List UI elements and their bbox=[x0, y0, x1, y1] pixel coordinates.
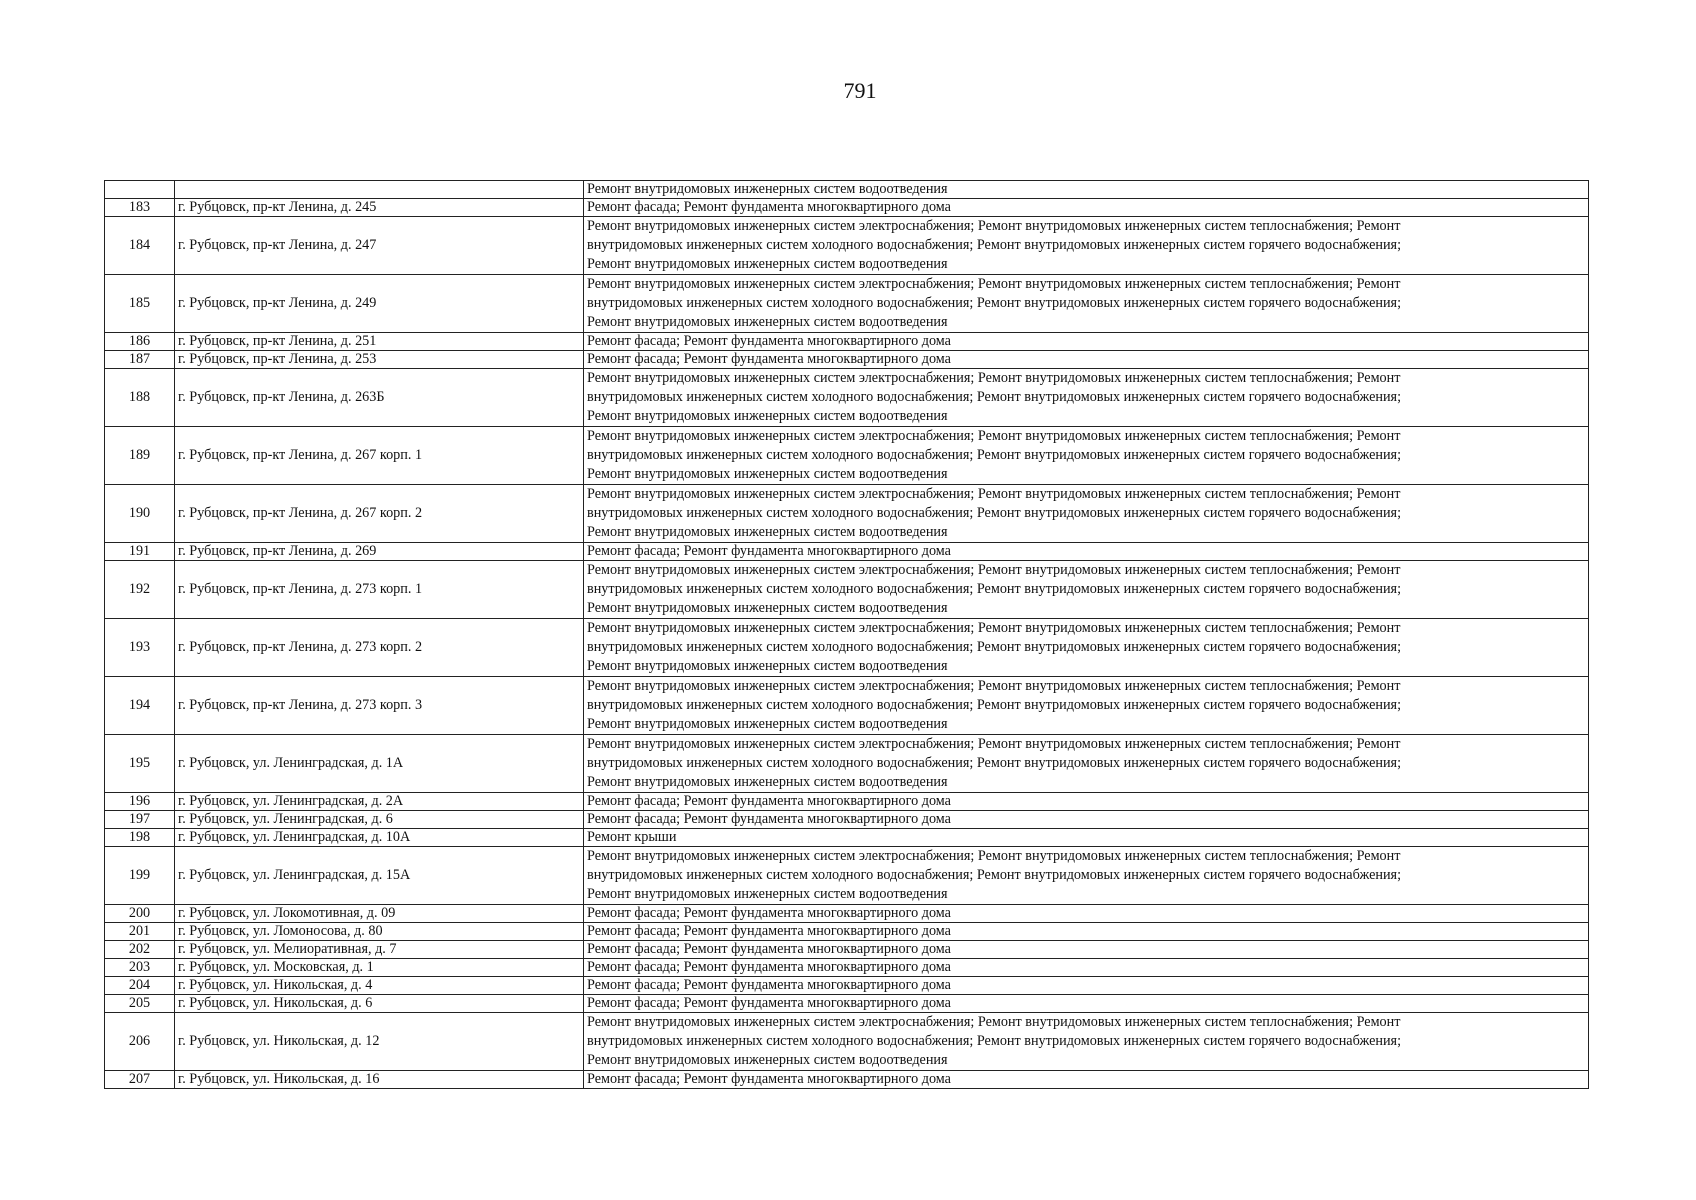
repair-registry-table bbox=[104, 180, 1589, 1089]
works-cell bbox=[584, 217, 1589, 275]
address-cell: г. Рубцовск, пр-кт Ленина, д. 267 корп. 2 bbox=[175, 485, 584, 543]
works-cell bbox=[584, 369, 1589, 427]
works-line: Ремонт внутридомовых инженерных систем электроснабжения; Ремонт внутридомовых инженерных систем теплоснабжения; Ремонт bbox=[587, 848, 1401, 864]
works-cell bbox=[584, 677, 1589, 735]
table-row bbox=[105, 735, 1589, 793]
works-line: Ремонт крыши bbox=[587, 829, 677, 845]
address-cell: г. Рубцовск, ул. Никольская, д. 6 bbox=[175, 995, 584, 1013]
works-line: Ремонт внутридомовых инженерных систем электроснабжения; Ремонт внутридомовых инженерных систем теплоснабжения; Ремонт bbox=[587, 678, 1401, 694]
address-cell: г. Рубцовск, ул. Московская, д. 1 bbox=[175, 959, 584, 977]
works-line: Ремонт внутридомовых инженерных систем водоотведения bbox=[587, 658, 948, 674]
works-line: внутридомовых инженерных систем холодного водоснабжения; Ремонт внутридомовых инженерных систем горячего водоснабжения; bbox=[587, 1033, 1402, 1049]
works-line: внутридомовых инженерных систем холодного водоснабжения; Ремонт внутридомовых инженерных систем горячего водоснабжения; bbox=[587, 697, 1402, 713]
row-number: 200 bbox=[105, 905, 175, 923]
works-cell bbox=[584, 923, 1589, 941]
works-line: Ремонт внутридомовых инженерных систем электроснабжения; Ремонт внутридомовых инженерных систем теплоснабжения; Ремонт bbox=[587, 428, 1401, 444]
table-row bbox=[105, 959, 1589, 977]
table-row bbox=[105, 977, 1589, 995]
registry-body bbox=[105, 181, 1589, 1089]
row-number: 194 bbox=[105, 677, 175, 735]
row-number: 191 bbox=[105, 543, 175, 561]
works-cell bbox=[584, 995, 1589, 1013]
table-row bbox=[105, 427, 1589, 485]
table-row bbox=[105, 485, 1589, 543]
works-line: Ремонт фасада; Ремонт фундамента многоквартирного дома bbox=[587, 793, 951, 809]
address-cell: г. Рубцовск, пр-кт Ленина, д. 269 bbox=[175, 543, 584, 561]
row-number: 202 bbox=[105, 941, 175, 959]
address-cell: г. Рубцовск, пр-кт Ленина, д. 273 корп. 3 bbox=[175, 677, 584, 735]
row-number: 186 bbox=[105, 333, 175, 351]
row-number: 187 bbox=[105, 351, 175, 369]
table-row bbox=[105, 847, 1589, 905]
works-cell bbox=[584, 351, 1589, 369]
works-line: Ремонт внутридомовых инженерных систем электроснабжения; Ремонт внутридомовых инженерных систем теплоснабжения; Ремонт bbox=[587, 370, 1401, 386]
address-cell: г. Рубцовск, пр-кт Ленина, д. 249 bbox=[175, 275, 584, 333]
row-number: 204 bbox=[105, 977, 175, 995]
address-cell: г. Рубцовск, пр-кт Ленина, д. 245 bbox=[175, 199, 584, 217]
row-number: 205 bbox=[105, 995, 175, 1013]
works-cell bbox=[584, 1071, 1589, 1089]
works-cell bbox=[584, 977, 1589, 995]
works-line: Ремонт внутридомовых инженерных систем электроснабжения; Ремонт внутридомовых инженерных систем теплоснабжения; Ремонт bbox=[587, 620, 1401, 636]
table-row bbox=[105, 333, 1589, 351]
row-number: 192 bbox=[105, 561, 175, 619]
table-row bbox=[105, 923, 1589, 941]
works-line: Ремонт фасада; Ремонт фундамента многоквартирного дома bbox=[587, 923, 951, 939]
table-row bbox=[105, 199, 1589, 217]
row-number bbox=[105, 181, 175, 199]
works-line: внутридомовых инженерных систем холодного водоснабжения; Ремонт внутридомовых инженерных систем горячего водоснабжения; bbox=[587, 639, 1402, 655]
address-cell: г. Рубцовск, ул. Мелиоративная, д. 7 bbox=[175, 941, 584, 959]
page-number: 791 bbox=[843, 78, 877, 103]
row-number: 190 bbox=[105, 485, 175, 543]
works-line: Ремонт внутридомовых инженерных систем электроснабжения; Ремонт внутридомовых инженерных систем теплоснабжения; Ремонт bbox=[587, 1014, 1401, 1030]
works-line: Ремонт фасада; Ремонт фундамента многоквартирного дома bbox=[587, 199, 951, 215]
address-cell: г. Рубцовск, ул. Ленинградская, д. 1А bbox=[175, 735, 584, 793]
works-line: Ремонт внутридомовых инженерных систем водоотведения bbox=[587, 314, 948, 330]
works-line: Ремонт фасада; Ремонт фундамента многоквартирного дома bbox=[587, 333, 951, 349]
works-line: внутридомовых инженерных систем холодного водоснабжения; Ремонт внутридомовых инженерных систем горячего водоснабжения; bbox=[587, 581, 1402, 597]
works-line: Ремонт внутридомовых инженерных систем водоотведения bbox=[587, 408, 948, 424]
table-row bbox=[105, 561, 1589, 619]
address-cell: г. Рубцовск, ул. Ломоносова, д. 80 bbox=[175, 923, 584, 941]
works-cell bbox=[584, 275, 1589, 333]
table-row bbox=[105, 181, 1589, 199]
row-number: 188 bbox=[105, 369, 175, 427]
row-number: 199 bbox=[105, 847, 175, 905]
address-cell: г. Рубцовск, пр-кт Ленина, д. 273 корп. 1 bbox=[175, 561, 584, 619]
works-line: Ремонт внутридомовых инженерных систем водоотведения bbox=[587, 256, 948, 272]
works-cell bbox=[584, 905, 1589, 923]
address-cell: г. Рубцовск, ул. Ленинградская, д. 2А bbox=[175, 793, 584, 811]
works-cell bbox=[584, 543, 1589, 561]
table-row bbox=[105, 905, 1589, 923]
table-row bbox=[105, 793, 1589, 811]
works-cell bbox=[584, 793, 1589, 811]
works-cell bbox=[584, 619, 1589, 677]
address-cell: г. Рубцовск, пр-кт Ленина, д. 253 bbox=[175, 351, 584, 369]
table-row bbox=[105, 217, 1589, 275]
address-cell: г. Рубцовск, пр-кт Ленина, д. 263Б bbox=[175, 369, 584, 427]
works-cell bbox=[584, 333, 1589, 351]
works-line: Ремонт внутридомовых инженерных систем водоотведения bbox=[587, 716, 948, 732]
works-cell bbox=[584, 847, 1589, 905]
address-cell: г. Рубцовск, ул. Ленинградская, д. 15А bbox=[175, 847, 584, 905]
works-line: внутридомовых инженерных систем холодного водоснабжения; Ремонт внутридомовых инженерных систем горячего водоснабжения; bbox=[587, 755, 1402, 771]
address-cell: г. Рубцовск, ул. Ленинградская, д. 10А bbox=[175, 829, 584, 847]
row-number: 195 bbox=[105, 735, 175, 793]
works-line: Ремонт фасада; Ремонт фундамента многоквартирного дома bbox=[587, 811, 951, 827]
address-cell: г. Рубцовск, ул. Никольская, д. 16 bbox=[175, 1071, 584, 1089]
works-line: Ремонт внутридомовых инженерных систем электроснабжения; Ремонт внутридомовых инженерных систем теплоснабжения; Ремонт bbox=[587, 486, 1401, 502]
table-row bbox=[105, 543, 1589, 561]
table-row bbox=[105, 1013, 1589, 1071]
works-line: Ремонт фасада; Ремонт фундамента многоквартирного дома bbox=[587, 905, 951, 921]
works-line: Ремонт внутридомовых инженерных систем водоотведения bbox=[587, 466, 948, 482]
row-number: 189 bbox=[105, 427, 175, 485]
works-cell bbox=[584, 811, 1589, 829]
works-line: Ремонт внутридомовых инженерных систем водоотведения bbox=[587, 600, 948, 616]
table-row bbox=[105, 369, 1589, 427]
works-line: Ремонт внутридомовых инженерных систем электроснабжения; Ремонт внутридомовых инженерных систем теплоснабжения; Ремонт bbox=[587, 562, 1401, 578]
table-row bbox=[105, 995, 1589, 1013]
works-line: Ремонт внутридомовых инженерных систем водоотведения bbox=[587, 774, 948, 790]
table-row bbox=[105, 677, 1589, 735]
table-row bbox=[105, 829, 1589, 847]
works-cell bbox=[584, 427, 1589, 485]
row-number: 184 bbox=[105, 217, 175, 275]
address-cell: г. Рубцовск, ул. Никольская, д. 12 bbox=[175, 1013, 584, 1071]
works-cell bbox=[584, 829, 1589, 847]
works-cell bbox=[584, 485, 1589, 543]
works-line: внутридомовых инженерных систем холодного водоснабжения; Ремонт внутридомовых инженерных систем горячего водоснабжения; bbox=[587, 867, 1402, 883]
works-line: Ремонт внутридомовых инженерных систем водоотведения bbox=[587, 181, 948, 197]
works-cell bbox=[584, 561, 1589, 619]
works-line: Ремонт внутридомовых инженерных систем электроснабжения; Ремонт внутридомовых инженерных систем теплоснабжения; Ремонт bbox=[587, 276, 1401, 292]
works-line: Ремонт фасада; Ремонт фундамента многоквартирного дома bbox=[587, 941, 951, 957]
table-row bbox=[105, 275, 1589, 333]
works-line: Ремонт фасада; Ремонт фундамента многоквартирного дома bbox=[587, 351, 951, 367]
works-line: Ремонт фасада; Ремонт фундамента многоквартирного дома bbox=[587, 959, 951, 975]
works-line: Ремонт внутридомовых инженерных систем водоотведения bbox=[587, 1052, 948, 1068]
row-number: 193 bbox=[105, 619, 175, 677]
works-line: внутридомовых инженерных систем холодного водоснабжения; Ремонт внутридомовых инженерных систем горячего водоснабжения; bbox=[587, 295, 1402, 311]
row-number: 201 bbox=[105, 923, 175, 941]
row-number: 206 bbox=[105, 1013, 175, 1071]
works-line: Ремонт внутридомовых инженерных систем водоотведения bbox=[587, 524, 948, 540]
works-line: Ремонт внутридомовых инженерных систем электроснабжения; Ремонт внутридомовых инженерных систем теплоснабжения; Ремонт bbox=[587, 218, 1401, 234]
address-cell: г. Рубцовск, пр-кт Ленина, д. 247 bbox=[175, 217, 584, 275]
address-cell: г. Рубцовск, ул. Локомотивная, д. 09 bbox=[175, 905, 584, 923]
row-number: 197 bbox=[105, 811, 175, 829]
row-number: 198 bbox=[105, 829, 175, 847]
address-cell: г. Рубцовск, ул. Никольская, д. 4 bbox=[175, 977, 584, 995]
works-line: внутридомовых инженерных систем холодного водоснабжения; Ремонт внутридомовых инженерных систем горячего водоснабжения; bbox=[587, 505, 1402, 521]
works-line: Ремонт фасада; Ремонт фундамента многоквартирного дома bbox=[587, 543, 951, 559]
works-cell bbox=[584, 199, 1589, 217]
table-row bbox=[105, 619, 1589, 677]
works-line: внутридомовых инженерных систем холодного водоснабжения; Ремонт внутридомовых инженерных систем горячего водоснабжения; bbox=[587, 237, 1402, 253]
row-number: 203 bbox=[105, 959, 175, 977]
works-cell bbox=[584, 735, 1589, 793]
row-number: 183 bbox=[105, 199, 175, 217]
address-cell: г. Рубцовск, пр-кт Ленина, д. 273 корп. 2 bbox=[175, 619, 584, 677]
table-row bbox=[105, 1071, 1589, 1089]
works-line: Ремонт внутридомовых инженерных систем водоотведения bbox=[587, 886, 948, 902]
row-number: 207 bbox=[105, 1071, 175, 1089]
works-line: Ремонт фасада; Ремонт фундамента многоквартирного дома bbox=[587, 1071, 951, 1087]
works-line: Ремонт фасада; Ремонт фундамента многоквартирного дома bbox=[587, 995, 951, 1011]
works-cell bbox=[584, 959, 1589, 977]
address-cell bbox=[175, 181, 584, 199]
works-cell bbox=[584, 1013, 1589, 1071]
row-number: 196 bbox=[105, 793, 175, 811]
works-line: Ремонт фасада; Ремонт фундамента многоквартирного дома bbox=[587, 977, 951, 993]
works-line: внутридомовых инженерных систем холодного водоснабжения; Ремонт внутридомовых инженерных систем горячего водоснабжения; bbox=[587, 447, 1402, 463]
works-line: Ремонт внутридомовых инженерных систем электроснабжения; Ремонт внутридомовых инженерных систем теплоснабжения; Ремонт bbox=[587, 736, 1401, 752]
table-row bbox=[105, 941, 1589, 959]
address-cell: г. Рубцовск, пр-кт Ленина, д. 251 bbox=[175, 333, 584, 351]
table-row bbox=[105, 351, 1589, 369]
table-row bbox=[105, 811, 1589, 829]
address-cell: г. Рубцовск, пр-кт Ленина, д. 267 корп. 1 bbox=[175, 427, 584, 485]
address-cell: г. Рубцовск, ул. Ленинградская, д. 6 bbox=[175, 811, 584, 829]
works-cell bbox=[584, 181, 1589, 199]
row-number: 185 bbox=[105, 275, 175, 333]
works-cell bbox=[584, 941, 1589, 959]
works-line: внутридомовых инженерных систем холодного водоснабжения; Ремонт внутридомовых инженерных систем горячего водоснабжения; bbox=[587, 389, 1402, 405]
